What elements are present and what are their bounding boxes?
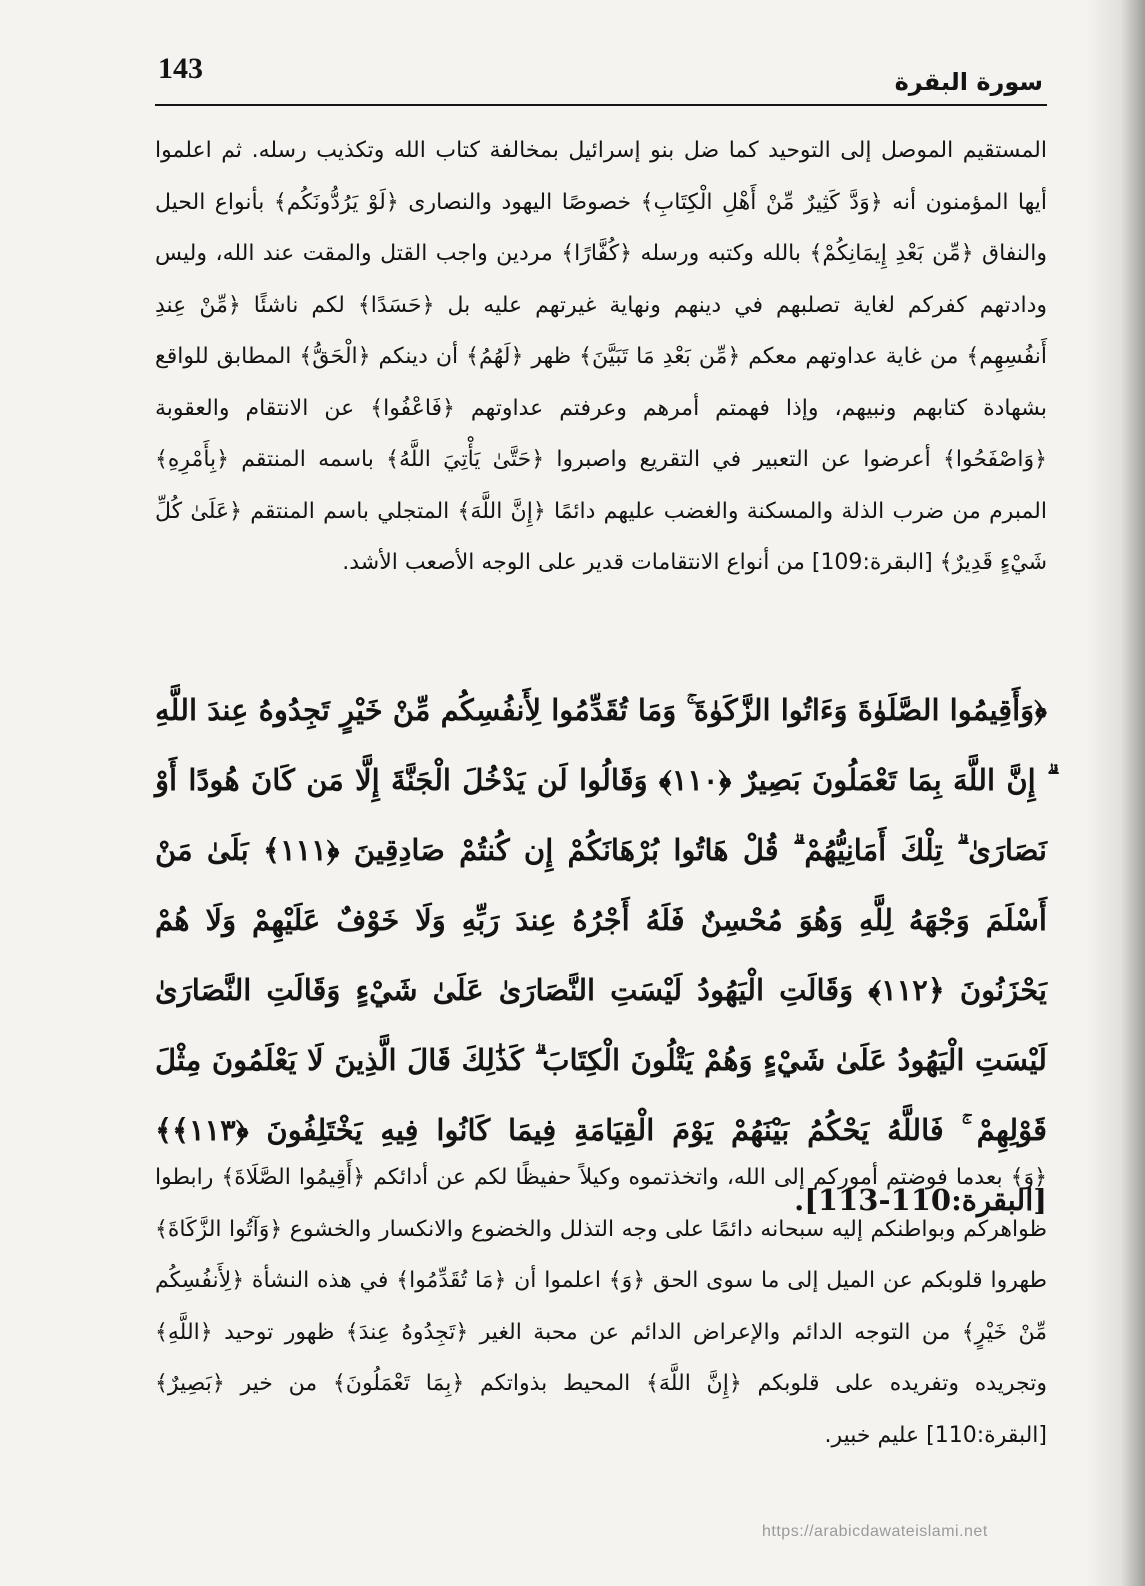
page-number: 143: [158, 52, 203, 85]
scan-shadow-edge: [1085, 0, 1145, 1586]
watermark-url: https://arabicdawateislami.net: [762, 1523, 988, 1540]
header-rule: [155, 104, 1047, 106]
surah-title: سورة البقرة: [894, 68, 1043, 96]
commentary-paragraph: ﴿وَ﴾ بعدما فوضتم أموركم إلى الله، واتخذتموه وكيلاً حفيظًا لكم عن أدائكم ﴿أَقِيمُوا الصَّلَاةَ﴾ رابطوا ظواهركم وبواطنكم إليه سبحانه دائمًا على وجه التذلل والخضوع والانكسار والخشوع ﴿وَآتُوا الزَّكَاةَ﴾ طهروا قلوبكم عن الميل إلى ما سوى الحق ﴿وَ﴾ اعلموا أن ﴿مَا تُقَدِّمُوا﴾ في هذه النشأة ﴿لِأَنفُسِكُم مِّنْ خَيْرٍ﴾ من التوجه الدائم والإعراض الدائم عن محبة الغير ﴿تَجِدُوهُ عِندَ﴾ ظهور توحيد ﴿اللَّهِ﴾ وتجريده وتفريده على قلوبكم ﴿إِنَّ اللَّهَ﴾ المحيط بذواتكم ﴿بِمَا تَعْمَلُونَ﴾ من خير ﴿بَصِيرٌ﴾ [البقرة:110] عليم خبير.: [155, 1165, 1047, 1448]
commentary-paragraph: المستقيم الموصل إلى التوحيد كما ضل بنو إسرائيل بمخالفة كتاب الله وتكذيب رسله. ثم اعلموا أيها المؤمنون أنه ﴿وَدَّ كَثِيرٌ مِّنْ أَهْلِ الْكِتَابِ﴾ خصوصًا اليهود والنصارى ﴿لَوْ يَرُدُّونَكُم﴾ بأنواع الحيل والنفاق ﴿مِّن بَعْدِ إِيمَانِكُمْ﴾ بالله وكتبه ورسله ﴿كُفَّارًا﴾ مردين واجب القتل والمقت عند الله، وليس ودادتهم كفركم لغاية تصلبهم في دينهم ونهاية غيرتهم عليه بل ﴿حَسَدًا﴾ لكم ناشئًا ﴿مِّنْ عِندِ أَنفُسِهِم﴾ من غاية عداوتهم معكم ﴿مِّن بَعْدِ مَا تَبَيَّنَ﴾ ظهر ﴿لَهُمُ﴾ أن دينكم ﴿الْحَقُّ﴾ المطابق للواقع بشهادة كتابهم ونبيهم، وإذا فهمتم أمرهم وعرفتم عداوتهم ﴿فَاعْفُوا﴾ عن الانتقام والعقوبة ﴿وَاصْفَحُوا﴾ أعرضوا عن التعبير في التقريع واصبروا ﴿حَتَّىٰ يَأْتِيَ اللَّهُ﴾ باسمه المنتقم ﴿بِأَمْرِهِ﴾ المبرم من ضرب الذلة والمسكنة والغضب عليهم دائمًا ﴿إِنَّ اللَّهَ﴾ المتجلي باسم المنتقم ﴿عَلَىٰ كُلِّ شَيْءٍ قَدِيرٌ﴾ [البقرة:109] من أنواع الانتقامات قدير على الوجه الأصعب الأشد.: [155, 138, 1047, 575]
quran-verse-block: ﴿وَأَقِيمُوا الصَّلَوٰةَ وَءَاتُوا الزَّكَوٰةَ ۚ وَمَا تُقَدِّمُوا لِأَنفُسِكُم مِّنْ خَيْرٍ تَجِدُوهُ عِندَ اللَّهِ ۗ إِنَّ اللَّهَ بِمَا تَعْمَلُونَ بَصِيرٌ ﴿١١٠﴾ وَقَالُوا لَن يَدْخُلَ الْجَنَّةَ إِلَّا مَن كَانَ هُودًا أَوْ نَصَارَىٰ ۗ تِلْكَ أَمَانِيُّهُمْ ۗ قُلْ هَاتُوا بُرْهَانَكُمْ إِن كُنتُمْ صَادِقِينَ ﴿١١١﴾ بَلَىٰ مَنْ أَسْلَمَ وَجْهَهُ لِلَّهِ وَهُوَ مُحْسِنٌ فَلَهُ أَجْرُهُ عِندَ رَبِّهِ وَلَا خَوْفٌ عَلَيْهِمْ وَلَا هُمْ يَحْزَنُونَ ﴿١١٢﴾ وَقَالَتِ الْيَهُودُ لَيْسَتِ النَّصَارَىٰ عَلَىٰ شَيْءٍ وَقَالَتِ النَّصَارَىٰ لَيْسَتِ الْيَهُودُ عَلَىٰ شَيْءٍ وَهُمْ يَتْلُونَ الْكِتَابَ ۗ كَذَٰلِكَ قَالَ الَّذِينَ لَا يَعْلَمُونَ مِثْلَ قَوْلِهِمْ ۚ فَاللَّهُ يَحْكُمُ بَيْنَهُمْ يَوْمَ الْقِيَامَةِ فِيمَا كَانُوا فِيهِ يَخْتَلِفُونَ ﴿١١٣﴾﴾ [البقرة:110-113].: [155, 693, 1048, 1217]
